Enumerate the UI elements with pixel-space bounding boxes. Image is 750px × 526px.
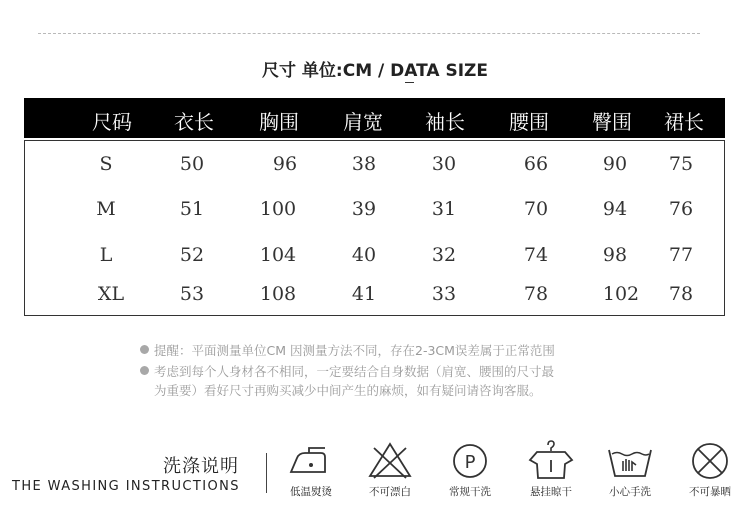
washing-title-cn: 洗涤说明 xyxy=(163,456,239,477)
table-cell: 70 xyxy=(523,198,549,220)
table-cell: 40 xyxy=(351,244,377,266)
no-bleach-icon xyxy=(366,440,414,480)
svg-text:P: P xyxy=(464,452,476,473)
table-cell: 98 xyxy=(602,244,628,266)
title-underline-mark xyxy=(405,82,414,83)
care-label: 不可漂白 xyxy=(369,486,411,498)
table-cell: 30 xyxy=(431,153,457,175)
bullet-dot xyxy=(140,366,149,375)
table-cell: 31 xyxy=(431,198,457,220)
care-label: 不可暴晒 xyxy=(689,486,731,498)
table-cell: 33 xyxy=(431,283,457,305)
table-cell: 94 xyxy=(602,198,628,220)
header-size: 尺码 xyxy=(92,110,132,134)
table-cell: 104 xyxy=(259,244,297,266)
table-cell: 77 xyxy=(668,244,694,266)
table-cell: L xyxy=(99,244,113,266)
table-cell: 96 xyxy=(272,153,298,175)
table-cell: M xyxy=(96,198,116,220)
table-cell: 50 xyxy=(179,153,205,175)
table-cell: 102 xyxy=(602,283,640,305)
header-sleeve: 袖长 xyxy=(425,110,465,134)
iron-icon xyxy=(287,440,335,480)
no-sun-dry-icon xyxy=(686,440,734,480)
washing-title-en: THE WASHING INSTRUCTIONS xyxy=(12,479,240,494)
table-cell: 100 xyxy=(259,198,297,220)
care-item-hand-wash xyxy=(595,440,665,502)
table-cell: XL xyxy=(97,283,125,305)
care-label: 小心手洗 xyxy=(609,486,651,498)
washing-divider xyxy=(266,453,267,493)
bullet-dot xyxy=(140,345,149,354)
header-length: 衣长 xyxy=(174,110,214,134)
note-measurement-tolerance: 提醒：平面测量单位CM 因测量方法不同，存在2-3CM误差属于正常范围 xyxy=(154,343,555,358)
table-cell: 78 xyxy=(523,283,549,305)
table-cell: 75 xyxy=(668,153,694,175)
table-cell: 53 xyxy=(179,283,205,305)
table-cell: 78 xyxy=(668,283,694,305)
table-cell: 38 xyxy=(351,153,377,175)
hang-dry-icon xyxy=(527,440,575,480)
hand-wash-icon xyxy=(606,440,654,480)
header-shoulder: 肩宽 xyxy=(343,110,383,134)
header-skirt-length: 裙长 xyxy=(664,110,704,134)
care-item-no-bleach xyxy=(355,440,425,502)
table-cell: 108 xyxy=(259,283,297,305)
size-table xyxy=(24,140,725,316)
table-cell: 74 xyxy=(523,244,549,266)
dry-clean-icon xyxy=(446,440,494,480)
table-cell: 41 xyxy=(351,283,377,305)
table-cell: S xyxy=(99,153,113,175)
table-cell: 51 xyxy=(179,198,205,220)
care-item-hang-dry xyxy=(516,440,586,502)
table-cell: 39 xyxy=(351,198,377,220)
care-item-dry-clean xyxy=(435,440,505,502)
table-cell: 32 xyxy=(431,244,457,266)
care-label: 悬挂晾干 xyxy=(530,486,572,498)
care-item-no-sun-dry xyxy=(675,440,745,502)
care-label: 常规干洗 xyxy=(449,486,491,498)
care-item-iron xyxy=(276,440,346,502)
header-bust: 胸围 xyxy=(259,110,299,134)
size-chart-title: 尺寸 单位:CM / DATA SIZE xyxy=(262,61,488,81)
note-size-advice-line2: 为重要）看好尺寸再购买减少中间产生的麻烦，如有疑问请咨询客服。 xyxy=(154,383,542,398)
top-dashed-rule xyxy=(38,33,700,34)
header-waist: 腰围 xyxy=(509,110,549,134)
note-size-advice-line1: 考虑到每个人身材各不相同，一定要结合自身数据（肩宽、腰围的尺寸最 xyxy=(154,364,555,379)
header-hip: 臀围 xyxy=(592,110,632,134)
table-header-bar xyxy=(24,98,725,138)
care-label: 低温熨烫 xyxy=(290,486,332,498)
table-cell: 52 xyxy=(179,244,205,266)
table-cell: 76 xyxy=(668,198,694,220)
table-cell: 66 xyxy=(523,153,549,175)
table-cell: 90 xyxy=(602,153,628,175)
